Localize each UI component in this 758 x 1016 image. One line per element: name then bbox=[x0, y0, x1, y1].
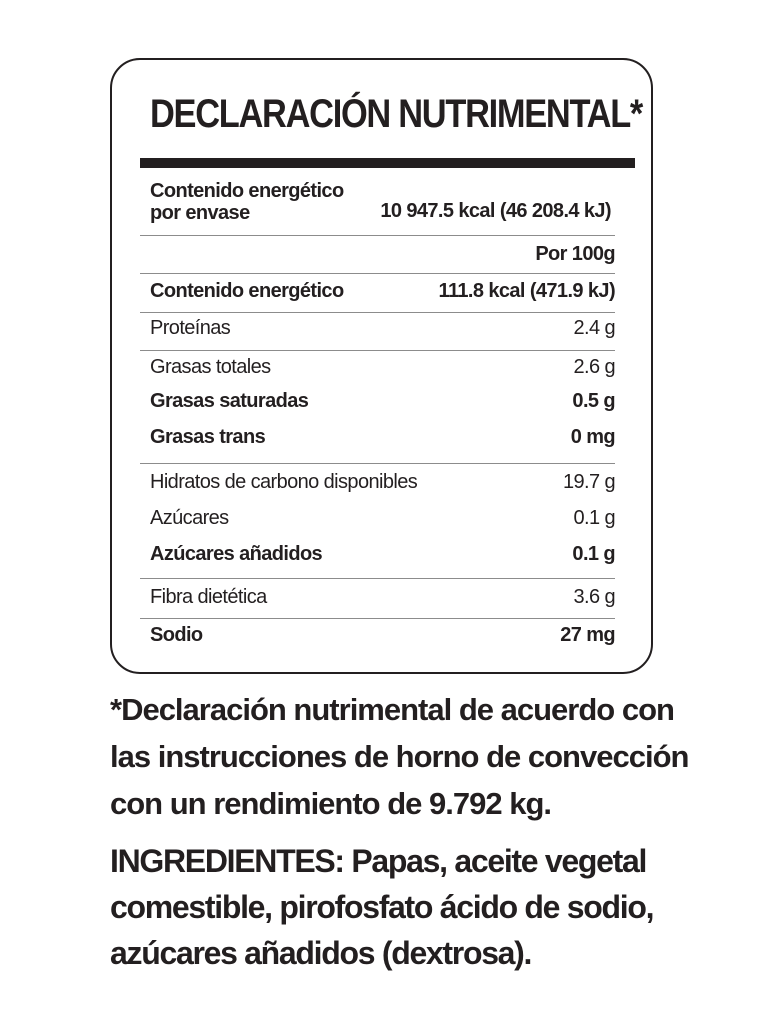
row-divider bbox=[140, 618, 615, 619]
row-divider bbox=[140, 350, 615, 351]
footnote: *Declaración nutrimental de acuerdo con las instrucciones de horno de convección con un rendimiento de 9.792 kg. bbox=[110, 692, 689, 821]
energy-per-package-value: 10 947.5 kcal (46 208.4 kJ) bbox=[380, 200, 611, 222]
row-divider bbox=[140, 235, 615, 236]
row-value: 3.6 g bbox=[573, 586, 615, 608]
row-divider bbox=[140, 578, 615, 579]
table-row bbox=[140, 426, 615, 452]
energy-per-package-label bbox=[150, 180, 344, 224]
row-label: Grasas totales bbox=[150, 356, 271, 378]
title-divider bbox=[140, 158, 635, 168]
energy-per-package-label-line2: por envase bbox=[150, 202, 250, 224]
nutrition-table bbox=[110, 58, 653, 674]
row-label: Grasas trans bbox=[150, 426, 266, 448]
table-row bbox=[140, 390, 615, 416]
row-label: Sodio bbox=[150, 624, 203, 646]
row-value: 0.5 g bbox=[572, 390, 615, 412]
table-row bbox=[140, 317, 615, 343]
row-label: Azúcares añadidos bbox=[150, 543, 323, 565]
ingredients-list: INGREDIENTES: Papas, aceite vegetal comestible, pirofosfato ácido de sodio, azúcares añadidos (dextrosa). bbox=[110, 843, 654, 971]
row-label: Fibra dietética bbox=[150, 586, 267, 608]
row-value: 2.4 g bbox=[573, 317, 615, 339]
row-divider bbox=[140, 273, 615, 274]
table-row bbox=[140, 356, 615, 382]
row-value: 19.7 g bbox=[562, 471, 615, 493]
table-row bbox=[140, 471, 615, 497]
row-value: 0.1 g bbox=[573, 507, 615, 529]
row-divider bbox=[140, 463, 615, 464]
table-row bbox=[140, 280, 615, 306]
row-value: 111.8 kcal (471.9 kJ) bbox=[438, 280, 615, 302]
table-row bbox=[140, 507, 615, 533]
row-label: Proteínas bbox=[150, 317, 231, 339]
row-divider bbox=[140, 312, 615, 313]
row-value: 2.6 g bbox=[573, 356, 615, 378]
table-row bbox=[140, 624, 615, 650]
column-header: Por 100g bbox=[535, 243, 615, 265]
row-label: Azúcares bbox=[150, 507, 229, 529]
row-label: Contenido energético bbox=[150, 280, 344, 302]
row-value: 27 mg bbox=[560, 624, 615, 646]
table-row bbox=[140, 586, 615, 612]
row-label: Hidratos de carbono disponibles bbox=[150, 471, 418, 493]
row-value: 0 mg bbox=[570, 426, 615, 448]
row-label: Grasas saturadas bbox=[150, 390, 309, 412]
energy-per-package-label-line1: Contenido energético bbox=[150, 180, 344, 202]
column-header-row bbox=[140, 243, 615, 269]
table-title: DECLARACIÓN NUTRIMENTAL* bbox=[150, 92, 643, 136]
row-value: 0.1 g bbox=[572, 543, 615, 565]
table-row bbox=[140, 543, 615, 569]
